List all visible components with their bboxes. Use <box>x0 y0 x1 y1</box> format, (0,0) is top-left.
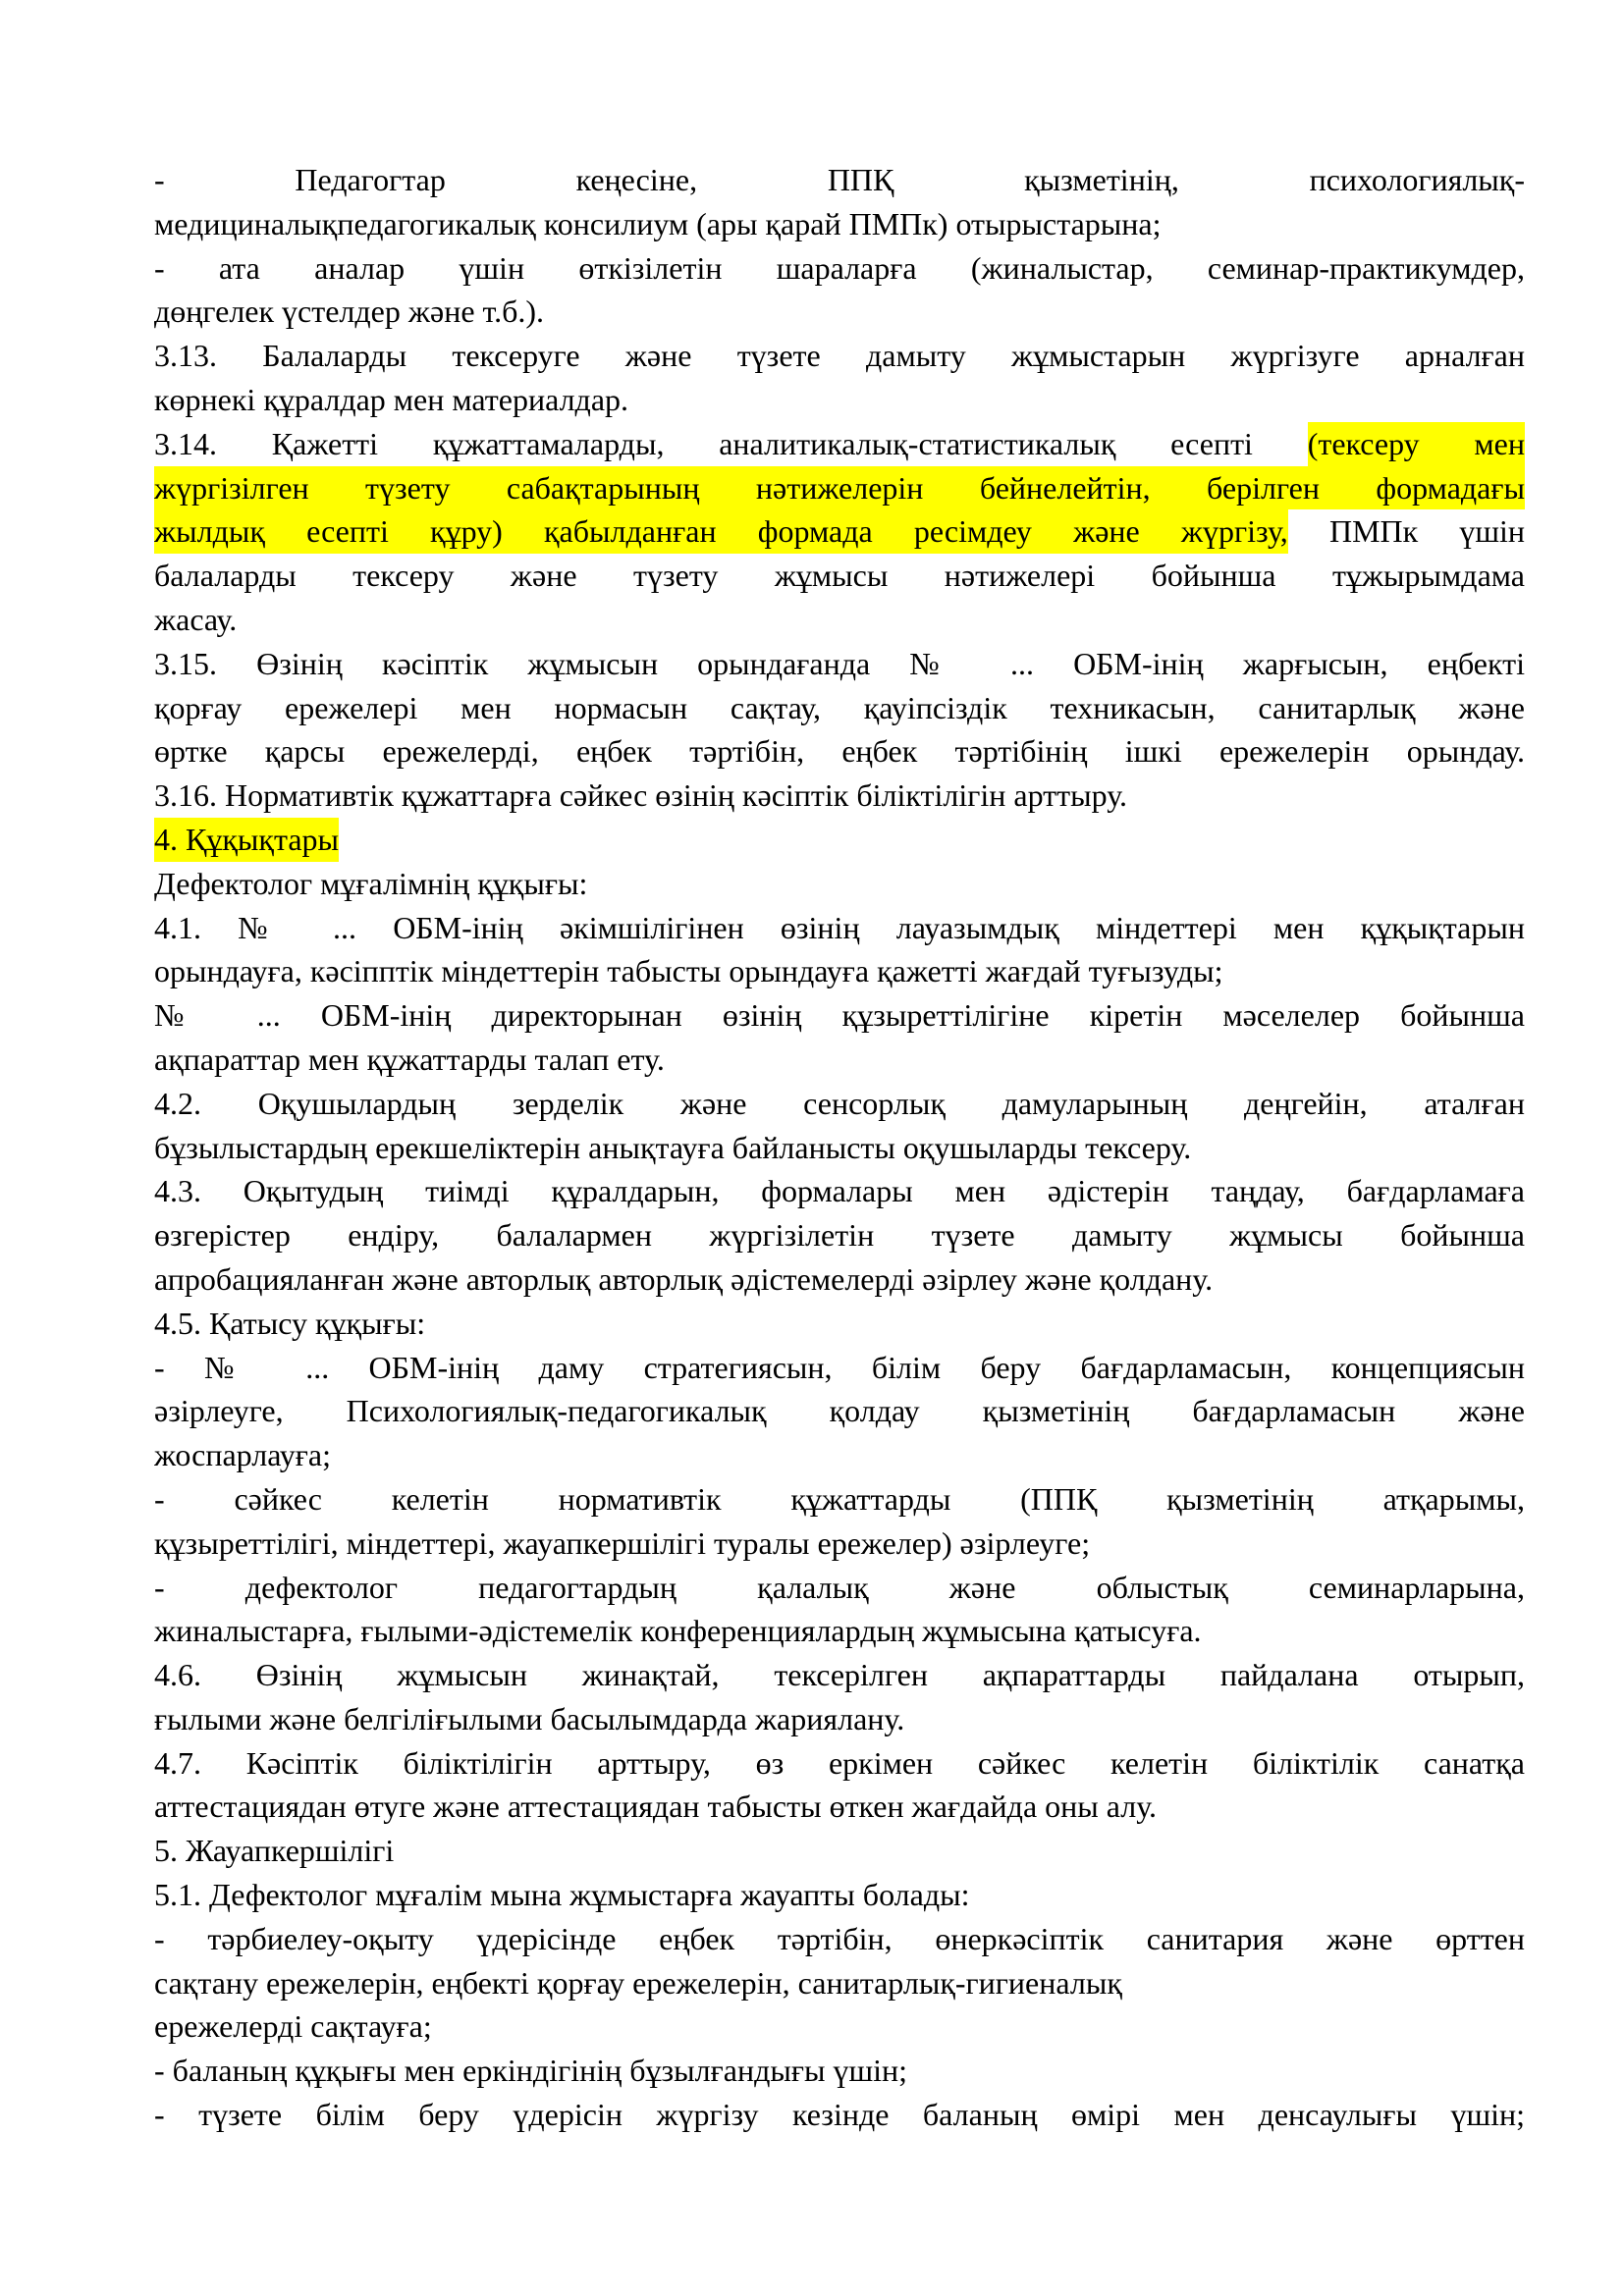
text-line <box>154 1785 1525 1829</box>
text-segment: - Педагогтар кеңесіне, ППҚ қызметінің, психологиялық- <box>154 162 1525 197</box>
text-segment: - дефектолог педагогтардың қалалық және облыстық семинарларына, <box>154 1569 1525 1605</box>
text-segment: жиналыстарға, ғылыми-әдістемелік конференциялардың жұмысына қатысуға. <box>154 1613 1202 1649</box>
text-line <box>154 1213 1525 1257</box>
text-line <box>154 1433 1525 1477</box>
text-segment: құзыреттілігі, міндеттері, жауапкершілігі туралы ережелер) әзірлеуге; <box>154 1524 1091 1561</box>
text-line <box>154 1477 1525 1522</box>
text-line <box>154 1346 1525 1390</box>
text-segment: - түзете білім беру үдерісін жүргізу кезінде баланың өмірі мен денсаулығы үшін; <box>154 2097 1525 2133</box>
text-line <box>154 993 1525 1038</box>
text-segment: - № ... ОБМ-інің даму стратегиясын, білім беру бағдарламасын, концепциясын <box>154 1349 1525 1385</box>
text-line <box>154 158 1525 202</box>
text-line <box>154 862 1525 906</box>
text-line <box>154 1038 1525 1082</box>
text-segment: 5.1. Дефектолог мұғалім мына жұмыстарға жауапты болады: <box>154 1877 970 1913</box>
text-segment: дөңгелек үстелдер және т.б.). <box>154 294 545 330</box>
highlighted-text: (тексеру мен <box>1308 422 1525 466</box>
text-line <box>154 686 1525 730</box>
highlighted-text: жүргізілген түзету сабақтарының нәтижелерін бейнелейтін, берілген формадағы <box>154 466 1525 510</box>
text-segment: әзірлеуге, Психологиялық-педагогикалық қолдау қызметінің бағдарламасын және <box>154 1393 1525 1429</box>
text-line <box>154 598 1525 642</box>
text-segment: апробацияланған және авторлық авторлық әдістемелерді әзірлеу және қолдану. <box>154 1260 1214 1297</box>
text-line <box>154 906 1525 950</box>
text-segment: жоспарлауға; <box>154 1437 331 1473</box>
text-line <box>154 1126 1525 1170</box>
text-line <box>154 466 1525 510</box>
text-line <box>154 1522 1525 1566</box>
text-line <box>154 1741 1525 1786</box>
text-segment: 3.15. Өзінің кәсіптік жұмысын орындағанда № ... ОБМ-інің жарғысын, еңбекті <box>154 645 1525 681</box>
text-segment: ережелерді сақтауға; <box>154 2008 432 2045</box>
text-segment: 5. Жауапкершілігі <box>154 1833 395 1869</box>
text-line <box>154 2093 1525 2137</box>
text-segment: 4.1. № ... ОБМ-інің әкімшілігінен өзінің лауазымдық міндеттері мен құқықтарын <box>154 909 1525 945</box>
text-line <box>154 290 1525 334</box>
text-line <box>154 642 1525 686</box>
text-segment: өртке қарсы ережелерді, еңбек тәртібін, еңбек тәртібінің ішкі ережелерін орындау. <box>154 733 1525 770</box>
text-segment: 4.7. Кәсіптік біліктілігін арттыру, өз еркімен сәйкес келетін біліктілік санатқа <box>154 1744 1525 1781</box>
text-segment: - баланың құқығы мен еркіндігінің бұзылғандығы үшін; <box>154 2053 908 2089</box>
text-line <box>154 1389 1525 1433</box>
text-segment: 4.5. Қатысу құқығы: <box>154 1305 426 1341</box>
text-segment: медициналықпедагогикалық консилиум (ары қарай ПМПк) отырыстарына; <box>154 205 1162 241</box>
text-line <box>154 2049 1525 2093</box>
text-segment: балаларды тексеру және түзету жұмысы нәтижелері бойынша тұжырымдама <box>154 558 1525 594</box>
text-line <box>154 1961 1525 2005</box>
text-line <box>154 378 1525 422</box>
text-segment: 3.16. Нормативтік құжаттарға сәйкес өзінің кәсіптік біліктілігін арттыру. <box>154 777 1127 814</box>
text-segment: бұзылыстардың ерекшеліктерін анықтауға байланысты оқушыларды тексеру. <box>154 1129 1192 1165</box>
text-segment: аттестациядан өтуге және аттестациядан табысты өткен жағдайда оны алу. <box>154 1789 1158 1825</box>
text-line <box>154 1653 1525 1697</box>
text-line <box>154 1917 1525 1961</box>
text-line <box>154 729 1525 774</box>
text-line <box>154 774 1525 818</box>
text-segment: 4.6. Өзінің жұмысын жинақтай, тексерілген ақпараттарды пайдалана отырып, <box>154 1657 1525 1693</box>
highlighted-text: жылдық есепті құру) қабылданған формада ресімдеу және жүргізу, <box>154 509 1288 554</box>
text-line <box>154 949 1525 993</box>
text-segment: ПМПк үшін <box>1287 513 1525 550</box>
text-segment: № ... ОБМ-інің директорынан өзінің құзыреттілігіне кіретін мәселелер бойынша <box>154 997 1525 1034</box>
text-line <box>154 1566 1525 1610</box>
text-line <box>154 1873 1525 1917</box>
text-segment: өзгерістер ендіру, балалармен жүргізілетін түзете дамыту жұмысы бойынша <box>154 1217 1525 1254</box>
text-line <box>154 1082 1525 1126</box>
text-segment: - ата аналар үшін өткізілетін шараларға (жиналыстар, семинар-практикумдер, <box>154 249 1525 286</box>
text-segment: көрнекі құралдар мен материалдар. <box>154 381 629 417</box>
document-text <box>154 158 1525 2137</box>
text-segment: 3.14. Қажетті құжаттамаларды, аналитикалық-статистикалық есепті <box>154 425 1308 461</box>
text-segment: 4.2. Оқушылардың зерделік және сенсорлық дамуларының деңгейін, аталған <box>154 1085 1525 1121</box>
text-segment: орындауға, кәсіпптік міндеттерін табысты орындауға қажетті жағдай туғызуды; <box>154 953 1223 989</box>
text-line <box>154 1829 1525 1873</box>
text-segment: сақтану ережелерін, еңбекті қорғау ережелерін, санитарлық-гигиеналық <box>154 1964 1122 2001</box>
text-line <box>154 2004 1525 2049</box>
text-line <box>154 554 1525 598</box>
text-segment: қорғау ережелері мен нормасын сақтау, қауіпсіздік техникасын, санитарлық және <box>154 689 1525 725</box>
text-line <box>154 509 1525 554</box>
text-segment: Дефектолог мұғалімнің құқығы: <box>154 865 588 901</box>
text-line <box>154 818 1525 862</box>
text-line <box>154 202 1525 246</box>
text-line <box>154 334 1525 378</box>
highlighted-text: 4. Құқықтары <box>154 818 339 862</box>
text-line <box>154 246 1525 291</box>
text-segment: - сәйкес келетін нормативтік құжаттарды (ППҚ қызметінің атқарымы, <box>154 1480 1525 1517</box>
text-segment: жасау. <box>154 601 238 637</box>
text-line <box>154 1257 1525 1302</box>
text-segment: 3.13. Балаларды тексеруге және түзете дамыту жұмыстарын жүргізуге арналған <box>154 338 1525 374</box>
text-line <box>154 422 1525 466</box>
text-line <box>154 1697 1525 1741</box>
text-segment: - тәрбиелеу-оқыту үдерісінде еңбек тәртібін, өнеркәсіптік санитария және өрттен <box>154 1920 1525 1956</box>
text-segment: 4.3. Оқытудың тиімді құралдарын, формалары мен әдістерін таңдау, бағдарламаға <box>154 1173 1525 1209</box>
text-line <box>154 1609 1525 1653</box>
text-segment: ғылыми және белгіліғылыми басылымдарда жариялану. <box>154 1700 905 1736</box>
text-line <box>154 1302 1525 1346</box>
text-segment: ақпараттар мен құжаттарды талап ету. <box>154 1041 665 1077</box>
text-line <box>154 1169 1525 1213</box>
